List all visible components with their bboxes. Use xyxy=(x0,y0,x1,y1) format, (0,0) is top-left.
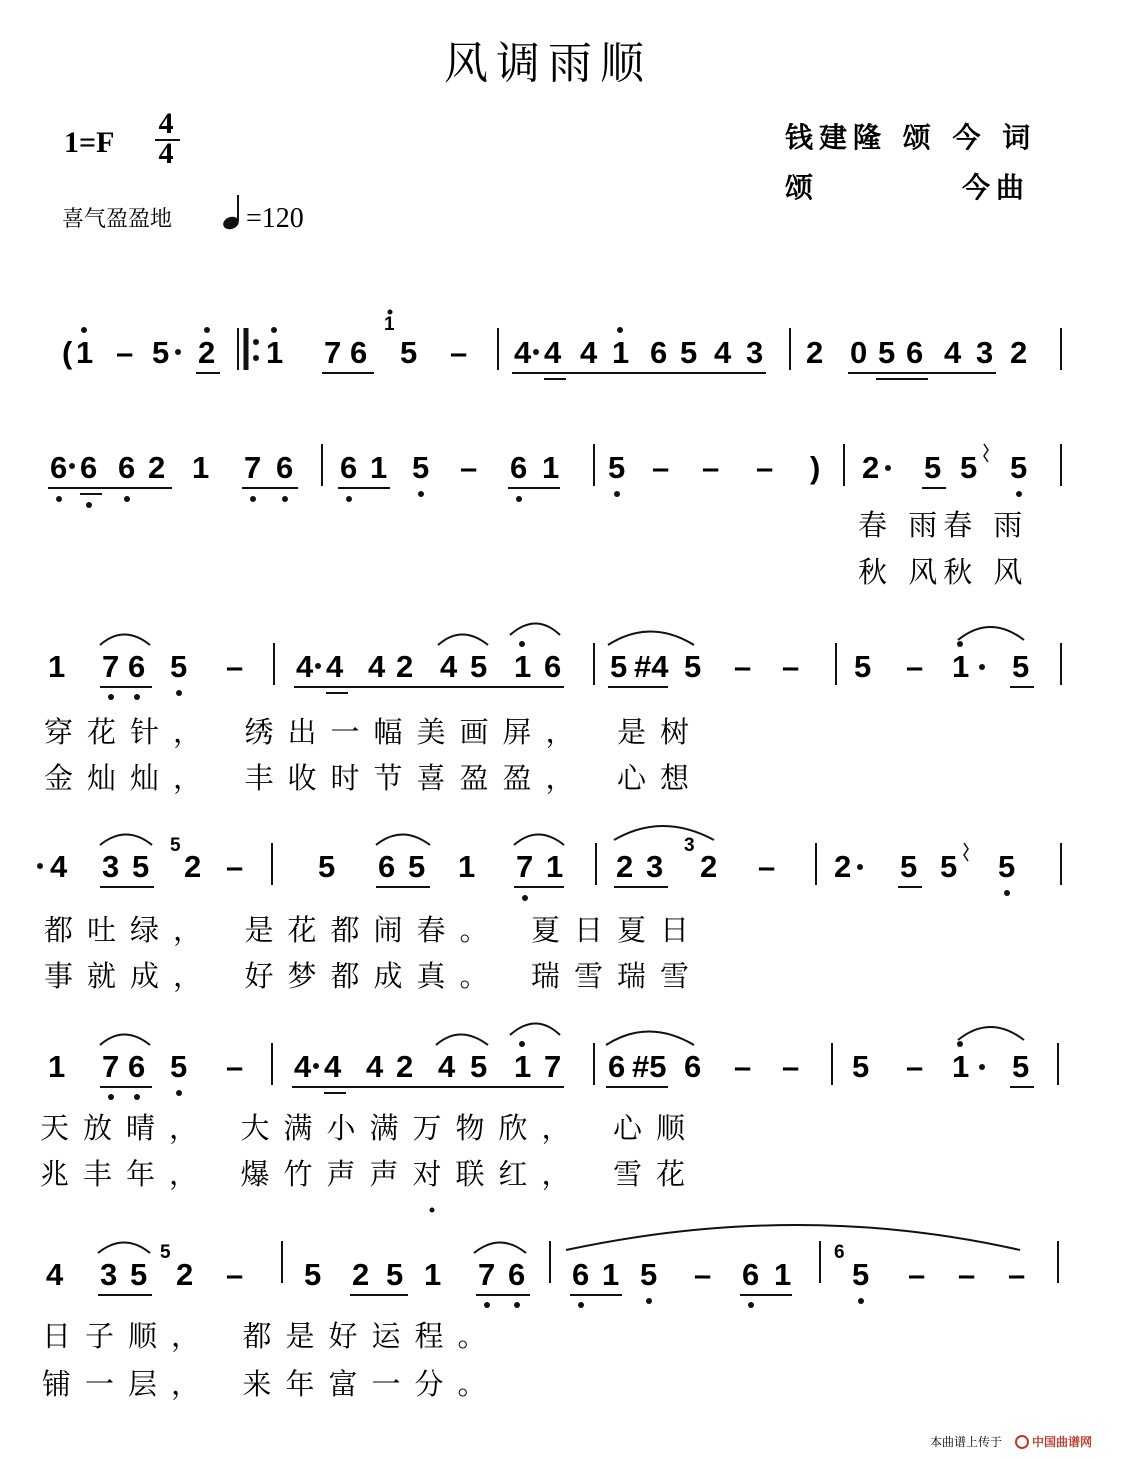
svg-text:4: 4 xyxy=(296,649,314,684)
svg-text:1: 1 xyxy=(952,1049,970,1084)
site-logo-icon xyxy=(1016,1436,1028,1448)
svg-text:5: 5 xyxy=(170,1049,188,1084)
svg-text:5: 5 xyxy=(1010,450,1028,485)
lyric-line-6-verse-2: 铺一层， 来年富一分。 xyxy=(42,1367,501,1401)
svg-text:2: 2 xyxy=(184,849,202,884)
svg-text:6: 6 xyxy=(508,1257,526,1292)
svg-text:7: 7 xyxy=(544,1049,562,1084)
svg-text:4: 4 xyxy=(580,335,598,370)
svg-text:5: 5 xyxy=(878,335,896,370)
lyric-line-6-verse-1: 日子顺， 都是好运程。 xyxy=(42,1319,501,1353)
svg-text:5: 5 xyxy=(152,335,170,370)
svg-text:7: 7 xyxy=(478,1257,496,1292)
svg-text:7: 7 xyxy=(244,450,262,485)
svg-text:2: 2 xyxy=(806,335,824,370)
svg-text:5: 5 xyxy=(854,649,872,684)
notation-line-3 xyxy=(10,26,58,29)
svg-text:6: 6 xyxy=(340,450,358,485)
svg-text:–: – xyxy=(226,849,244,884)
svg-text:6: 6 xyxy=(276,450,294,485)
svg-text:–: – xyxy=(702,450,720,485)
lyric-line-2-verse-2: 秋 风秋 风 xyxy=(858,555,1029,589)
svg-text:5: 5 xyxy=(998,849,1016,884)
svg-text:1: 1 xyxy=(542,450,560,485)
svg-text:4: 4 xyxy=(714,335,732,370)
time-signature-bottom: 4 xyxy=(158,137,174,170)
svg-text:5: 5 xyxy=(470,1049,488,1084)
svg-text:1: 1 xyxy=(458,849,476,884)
svg-text:–: – xyxy=(1008,1257,1026,1292)
svg-text:4: 4 xyxy=(326,649,344,684)
svg-text:2: 2 xyxy=(700,849,718,884)
svg-text:–: – xyxy=(908,1257,926,1292)
svg-text:5: 5 xyxy=(924,450,942,485)
svg-text:5: 5 xyxy=(170,835,181,856)
svg-text:1: 1 xyxy=(76,335,94,370)
svg-text:7: 7 xyxy=(324,335,342,370)
svg-text:6: 6 xyxy=(834,1242,845,1263)
svg-text:–: – xyxy=(694,1257,712,1292)
svg-text:2: 2 xyxy=(616,849,634,884)
tempo-mark: =120 xyxy=(246,203,304,234)
svg-text:1: 1 xyxy=(952,649,970,684)
svg-text:1: 1 xyxy=(192,450,210,485)
svg-text:3: 3 xyxy=(684,835,695,856)
svg-text:5: 5 xyxy=(684,649,702,684)
svg-text:6: 6 xyxy=(650,335,668,370)
svg-text:–: – xyxy=(734,649,752,684)
svg-text:1: 1 xyxy=(48,649,66,684)
svg-text:–: – xyxy=(652,450,670,485)
svg-text:3: 3 xyxy=(976,335,994,370)
svg-text:4: 4 xyxy=(50,849,68,884)
svg-text:3: 3 xyxy=(100,1257,118,1292)
svg-text:–: – xyxy=(226,649,244,684)
svg-text:#4: #4 xyxy=(634,649,669,684)
composer-credit-b: 今曲 xyxy=(962,171,1031,204)
svg-text:–: – xyxy=(116,335,134,370)
svg-text:2: 2 xyxy=(148,450,166,485)
svg-text:5: 5 xyxy=(1012,1049,1030,1084)
svg-text:5: 5 xyxy=(1012,649,1030,684)
svg-text:–: – xyxy=(756,450,774,485)
svg-text:6: 6 xyxy=(80,450,98,485)
svg-text:6: 6 xyxy=(378,849,396,884)
svg-text:1: 1 xyxy=(424,1257,442,1292)
svg-text:5: 5 xyxy=(170,649,188,684)
svg-text:5: 5 xyxy=(960,450,978,485)
key-signature: 1=F xyxy=(64,126,115,159)
svg-text:5: 5 xyxy=(940,849,958,884)
svg-text:6: 6 xyxy=(684,1049,702,1084)
svg-text:2: 2 xyxy=(396,1049,414,1084)
composer-credit-a: 颂 xyxy=(785,171,820,204)
svg-text:6: 6 xyxy=(608,1049,626,1084)
svg-text:–: – xyxy=(758,849,776,884)
svg-text:5: 5 xyxy=(900,849,918,884)
svg-text:2: 2 xyxy=(176,1257,194,1292)
svg-text:4: 4 xyxy=(46,1257,64,1292)
svg-text:–: – xyxy=(782,649,800,684)
svg-text:7: 7 xyxy=(516,849,534,884)
svg-text:5: 5 xyxy=(608,450,626,485)
svg-text:–: – xyxy=(460,450,478,485)
svg-text:6: 6 xyxy=(128,649,146,684)
svg-text:–: – xyxy=(226,1257,244,1292)
svg-text:(: ( xyxy=(62,335,73,370)
svg-text:4: 4 xyxy=(366,1049,384,1084)
svg-text:1: 1 xyxy=(602,1257,620,1292)
footer-upload-text: 本曲谱上传于 xyxy=(930,1435,1003,1449)
svg-text:5: 5 xyxy=(318,849,336,884)
svg-text:1: 1 xyxy=(514,1049,532,1084)
svg-text:1: 1 xyxy=(546,849,564,884)
lyric-line-4-verse-1: 都吐绿， 是花都闹春。 夏日夏日 xyxy=(44,913,704,947)
svg-text:5: 5 xyxy=(470,649,488,684)
svg-text:3: 3 xyxy=(102,849,120,884)
svg-text:–: – xyxy=(226,1049,244,1084)
svg-text:3: 3 xyxy=(746,335,764,370)
svg-text:1: 1 xyxy=(370,450,388,485)
svg-text:4: 4 xyxy=(544,335,562,370)
lyric-line-5-verse-2: 兆丰年， 爆竹声声对联红， 雪花 xyxy=(40,1157,700,1191)
notation-line-4 xyxy=(10,31,51,33)
notation-line-2 xyxy=(10,23,56,25)
svg-text:4: 4 xyxy=(438,1049,456,1084)
svg-text:7: 7 xyxy=(102,649,120,684)
svg-text:6: 6 xyxy=(572,1257,590,1292)
svg-text:1: 1 xyxy=(774,1257,792,1292)
svg-text:2: 2 xyxy=(396,649,414,684)
svg-text:2: 2 xyxy=(352,1257,370,1292)
svg-text:5: 5 xyxy=(160,1242,171,1263)
svg-text:5: 5 xyxy=(852,1257,870,1292)
svg-text:–: – xyxy=(906,649,924,684)
svg-text:4: 4 xyxy=(368,649,386,684)
svg-text:2: 2 xyxy=(1010,335,1028,370)
svg-text:5: 5 xyxy=(132,849,150,884)
svg-text:5: 5 xyxy=(130,1257,148,1292)
lyric-line-5-verse-1: 天放晴， 大满小满万物欣， 心顺 xyxy=(40,1111,700,1145)
svg-text:5: 5 xyxy=(304,1257,322,1292)
lyric-line-3-verse-2: 金灿灿， 丰收时节喜盈盈， 心想 xyxy=(44,761,704,795)
svg-text:5: 5 xyxy=(680,335,698,370)
svg-text:–: – xyxy=(782,1049,800,1084)
svg-text:4: 4 xyxy=(944,335,962,370)
svg-text:1: 1 xyxy=(266,335,284,370)
svg-text:6: 6 xyxy=(742,1257,760,1292)
staff-line-4 xyxy=(37,826,1061,901)
time-signature-top: 4 xyxy=(158,107,174,140)
staff-line-1 xyxy=(62,310,1061,380)
svg-text:1: 1 xyxy=(514,649,532,684)
staff-line-3 xyxy=(48,624,1061,701)
svg-text:2: 2 xyxy=(198,335,216,370)
svg-text:6: 6 xyxy=(128,1049,146,1084)
svg-text:5: 5 xyxy=(610,649,628,684)
notation-line-5 xyxy=(10,34,58,37)
svg-text:): ) xyxy=(810,450,821,485)
footer-site-logo[interactable]: 中国曲谱网 xyxy=(1032,1435,1093,1449)
svg-text:5: 5 xyxy=(640,1257,658,1292)
svg-text:5: 5 xyxy=(400,335,418,370)
svg-text:4: 4 xyxy=(514,335,532,370)
svg-text:0: 0 xyxy=(850,335,868,370)
svg-text:3: 3 xyxy=(646,849,664,884)
svg-text:5: 5 xyxy=(408,849,426,884)
svg-text:–: – xyxy=(734,1049,752,1084)
staff-line-5 xyxy=(48,1024,1058,1101)
svg-text:2: 2 xyxy=(834,849,852,884)
svg-text:5: 5 xyxy=(386,1257,404,1292)
svg-text:1: 1 xyxy=(48,1049,66,1084)
lyric-line-3-verse-1: 穿花针， 绣出一幅美画屏， 是树 xyxy=(44,715,704,749)
svg-text:1: 1 xyxy=(612,335,630,370)
svg-text:6: 6 xyxy=(510,450,528,485)
svg-text:4: 4 xyxy=(294,1049,312,1084)
svg-text:1: 1 xyxy=(384,314,395,335)
svg-text:7: 7 xyxy=(102,1049,120,1084)
staff-line-2 xyxy=(48,444,1061,508)
svg-text:2: 2 xyxy=(862,450,880,485)
svg-text:–: – xyxy=(958,1257,976,1292)
expression-mark: 喜气盈盈地 xyxy=(62,207,173,232)
svg-text:6: 6 xyxy=(350,335,368,370)
svg-text:#5: #5 xyxy=(632,1049,667,1084)
lyric-line-2-verse-1: 春 雨春 雨 xyxy=(858,508,1029,542)
lyric-line-4-verse-2: 事就成， 好梦都成真。 瑞雪瑞雪 xyxy=(44,959,704,993)
quarter-note-icon xyxy=(221,195,240,231)
lyricist-credit: 钱建隆 颂 今 词 xyxy=(785,121,1037,154)
svg-text:6: 6 xyxy=(118,450,136,485)
svg-text:6: 6 xyxy=(50,450,68,485)
notation-line-1 xyxy=(10,18,63,21)
svg-text:6: 6 xyxy=(906,335,924,370)
svg-text:–: – xyxy=(906,1049,924,1084)
svg-text:–: – xyxy=(450,335,468,370)
svg-text:6: 6 xyxy=(544,649,562,684)
svg-text:4: 4 xyxy=(324,1049,342,1084)
svg-text:5: 5 xyxy=(852,1049,870,1084)
notation-line-6 xyxy=(10,39,54,41)
staff-line-6 xyxy=(46,1225,1058,1308)
svg-text:5: 5 xyxy=(412,450,430,485)
page-title: 风调雨顺 xyxy=(444,38,652,89)
svg-text:4: 4 xyxy=(440,649,458,684)
